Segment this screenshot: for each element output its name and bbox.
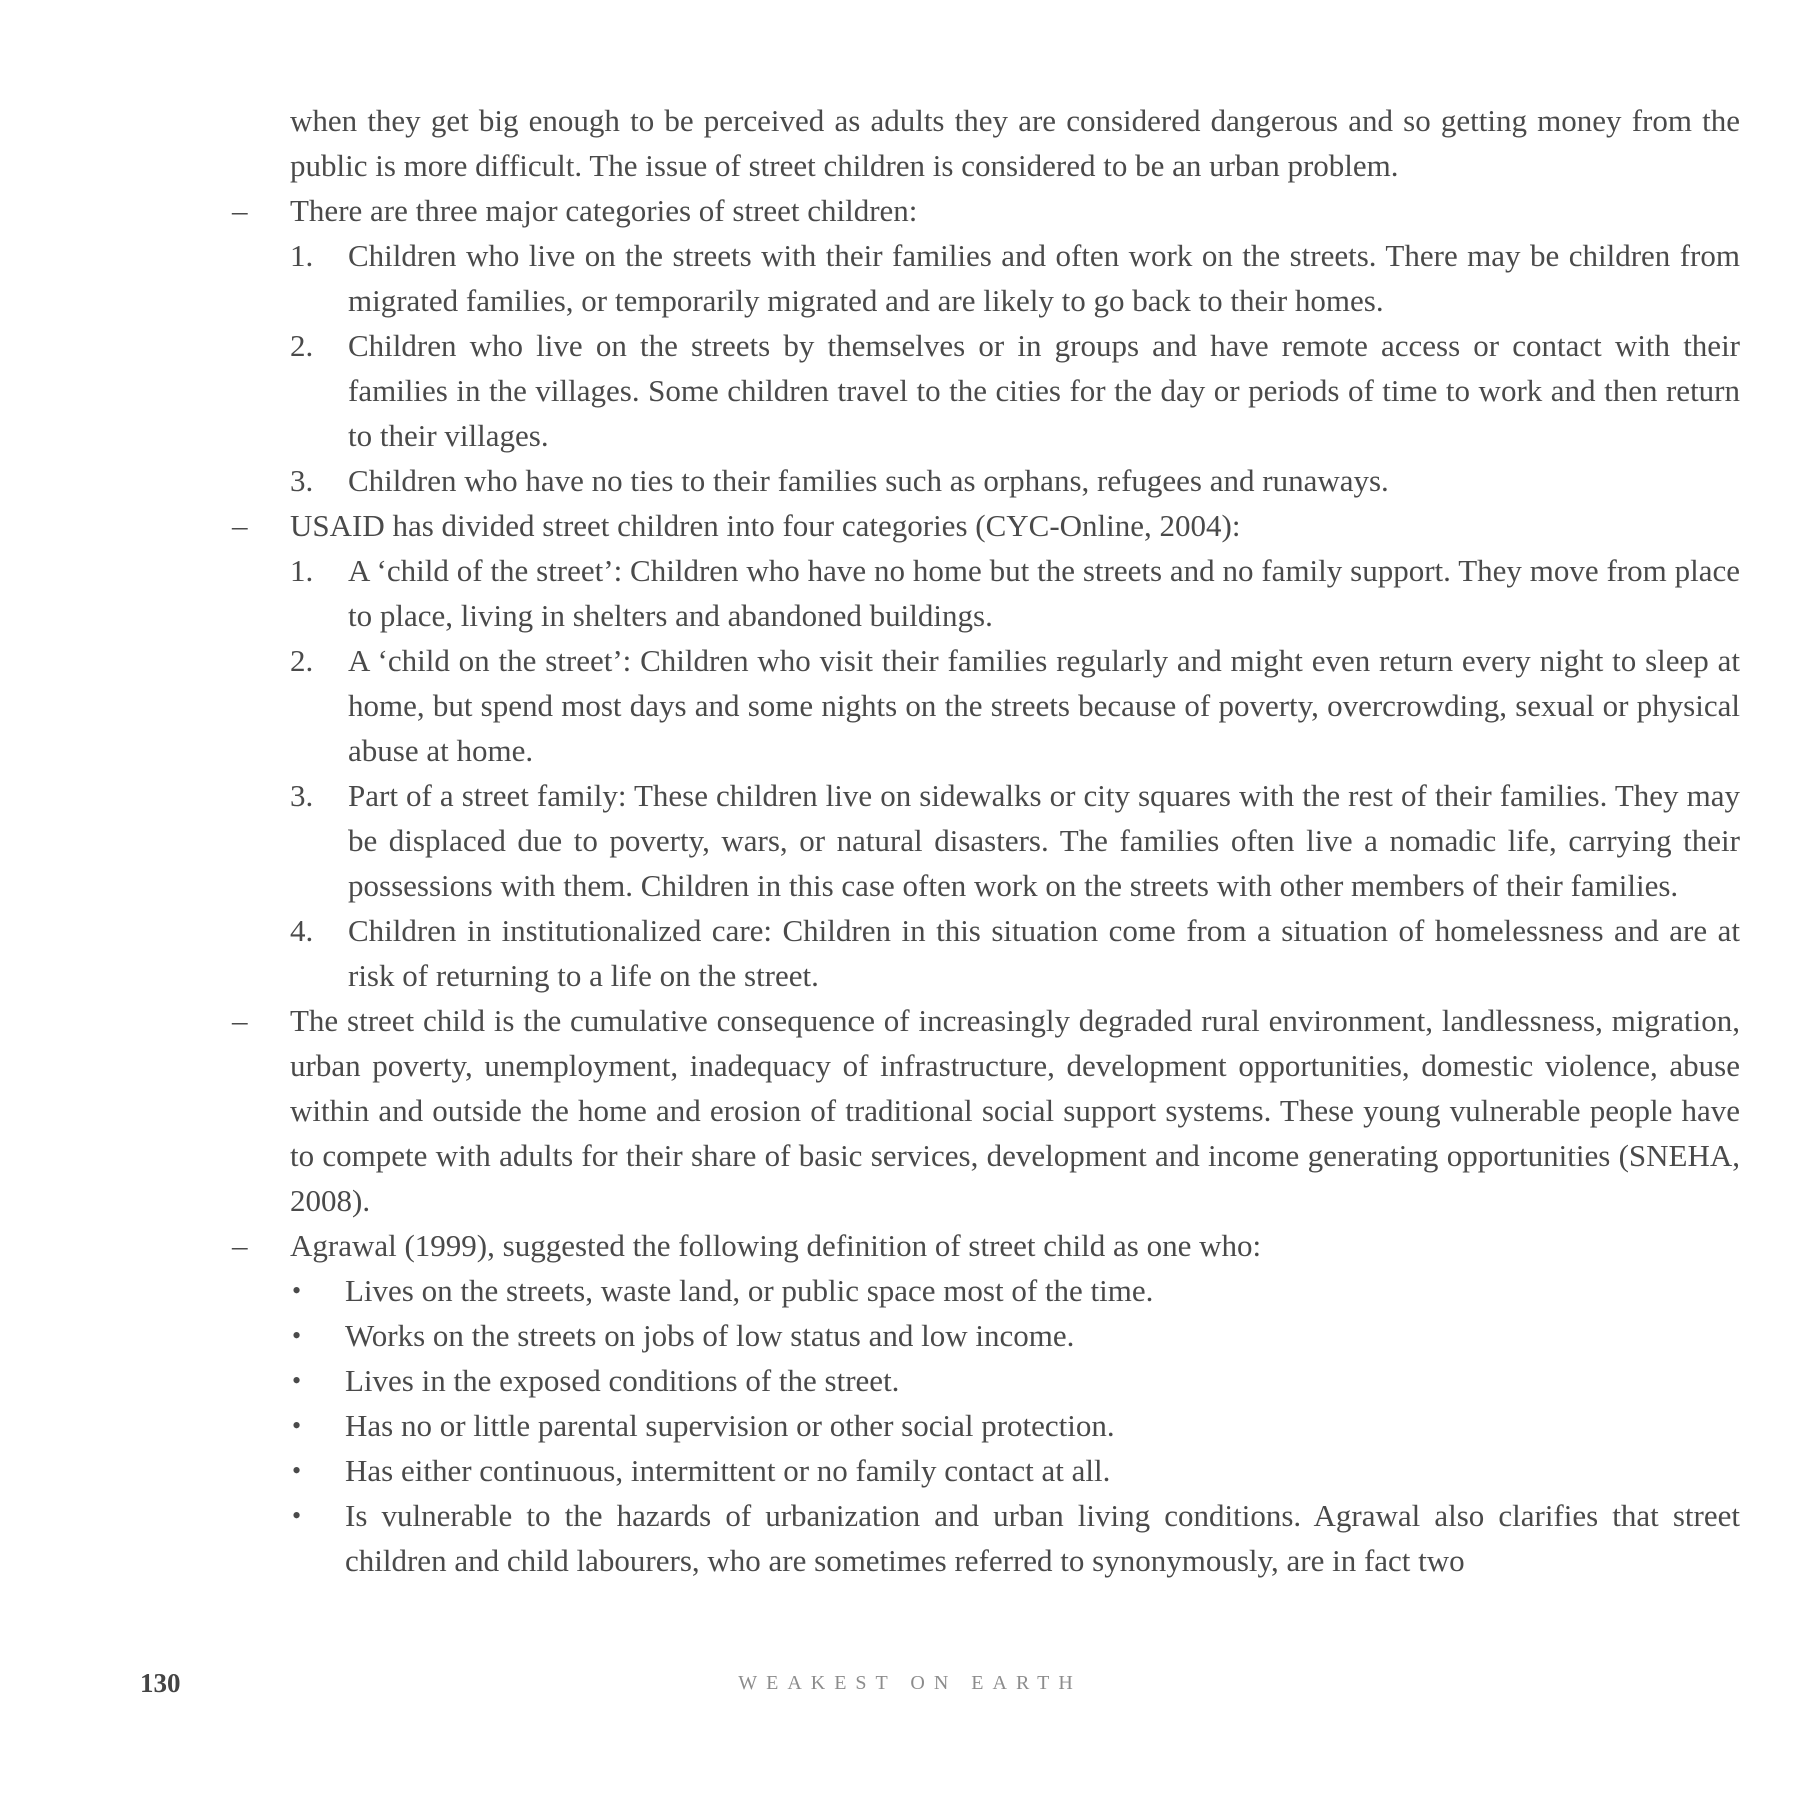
numbered-item <box>220 773 1740 908</box>
bullet-item-text: Lives on the streets, waste land, or public space most of the time. <box>345 1273 1154 1308</box>
bullet-item-text: Lives in the exposed conditions of the street. <box>345 1363 900 1398</box>
bullet-item-text: Has no or little parental supervision or other social protection. <box>345 1408 1115 1443</box>
bullet-marker: • <box>292 1411 302 1440</box>
bullet-item <box>220 1313 1740 1358</box>
page-number: 130 <box>140 1668 181 1698</box>
numbered-item-text: A ‘child on the street’: Children who visit their families regularly and might even return every night to sleep at home, but spend most days and some nights on the streets because of poverty, overcrowding, sexual or physical abuse at home. <box>348 643 1740 768</box>
dash-item <box>220 1223 1740 1268</box>
body-text <box>220 98 1740 1583</box>
bullet-marker: • <box>292 1321 302 1350</box>
item-number: 3. <box>290 463 314 498</box>
dash-item-text: There are three major categories of street children: <box>290 193 918 228</box>
bullet-marker: • <box>292 1456 302 1485</box>
dash-item <box>220 503 1740 548</box>
numbered-item-text: Children who live on the streets with their families and often work on the streets. There may be children from migrated families, or temporarily migrated and are likely to go back to their homes. <box>348 238 1740 318</box>
numbered-item <box>220 548 1740 638</box>
bullet-marker: • <box>292 1276 302 1305</box>
bullet-item-text: Is vulnerable to the hazards of urbanization and urban living conditions. Agrawal also clarifies that street children and child labourers, who are sometimes referred to synonymously, are in fact two <box>345 1498 1740 1578</box>
numbered-item-text: Children who live on the streets by themselves or in groups and have remote access or contact with their families in the villages. Some children travel to the cities for the day or periods of time to work and then return to their villages. <box>348 328 1740 453</box>
bullet-item <box>220 1403 1740 1448</box>
item-number: 1. <box>290 553 314 588</box>
bullet-item-text: Works on the streets on jobs of low status and low income. <box>345 1318 1075 1353</box>
dash-item-text: The street child is the cumulative consequence of increasingly degraded rural environment, landlessness, migration, urban poverty, unemployment, inadequacy of infrastructure, development opportunities, domestic violence, abuse within and outside the home and erosion of traditional social support systems. These young vulnerable people have to compete with adults for their share of basic services, development and income generating opportunities (SNEHA, 2008). <box>290 1003 1740 1218</box>
dash-item-text: USAID has divided street children into four categories (CYC-Online, 2004): <box>290 508 1241 543</box>
item-number: 1. <box>290 238 314 273</box>
numbered-item <box>220 638 1740 773</box>
numbered-item-text: A ‘child of the street’: Children who have no home but the streets and no family support. They move from place to place, living in shelters and abandoned buildings. <box>348 553 1740 633</box>
item-number: 2. <box>290 643 314 678</box>
bullet-item <box>220 1493 1740 1583</box>
numbered-item-text: Children in institutionalized care: Children in this situation come from a situation of homelessness and are at risk of returning to a life on the street. <box>348 913 1740 993</box>
numbered-item <box>220 323 1740 458</box>
numbered-item <box>220 908 1740 998</box>
bullet-item <box>220 1358 1740 1403</box>
bullet-item-text: Has either continuous, intermittent or no family contact at all. <box>345 1453 1111 1488</box>
dash-item <box>220 998 1740 1223</box>
dash-marker: – <box>232 1228 248 1263</box>
bullet-item <box>220 1268 1740 1313</box>
bullet-item <box>220 1448 1740 1493</box>
bullet-marker: • <box>292 1366 302 1395</box>
item-number: 3. <box>290 778 314 813</box>
numbered-item-text: Children who have no ties to their families such as orphans, refugees and runaways. <box>348 463 1389 498</box>
dash-marker: – <box>232 193 248 228</box>
dash-item-text: Agrawal (1999), suggested the following definition of street child as one who: <box>290 1228 1262 1263</box>
bullet-marker: • <box>292 1501 302 1530</box>
intro-paragraph: when they get big enough to be perceived as adults they are considered dangerous and so getting money from the public is more difficult. The issue of street children is considered to be an urban problem. <box>290 103 1740 183</box>
numbered-item <box>220 233 1740 323</box>
dash-item <box>220 188 1740 233</box>
numbered-item-text: Part of a street family: These children live on sidewalks or city squares with the rest of their families. They may be displaced due to poverty, wars, or natural disasters. The families often live a nomadic life, carrying their possessions with them. Children in this case often work on the streets with other members of their families. <box>348 778 1740 903</box>
running-footer-title: WEAKEST ON EARTH <box>738 1672 1082 1694</box>
item-number: 2. <box>290 328 314 363</box>
dash-marker: – <box>232 508 248 543</box>
item-number: 4. <box>290 913 314 948</box>
numbered-item <box>220 458 1740 503</box>
dash-marker: – <box>232 1003 248 1038</box>
